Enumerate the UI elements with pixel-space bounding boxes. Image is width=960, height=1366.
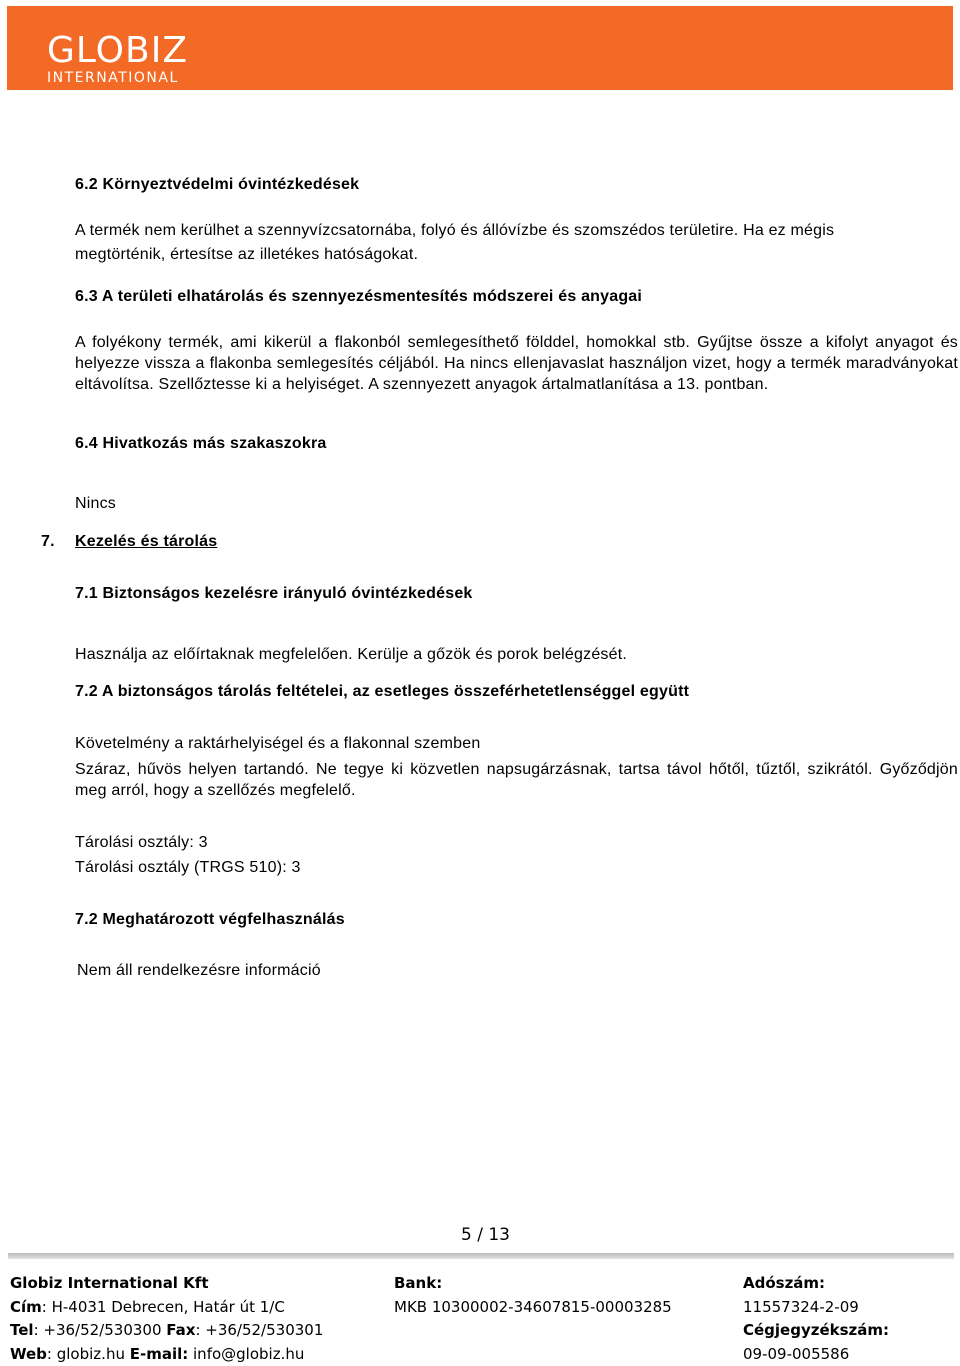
logo-sub-text: INTERNATIONAL (47, 71, 188, 85)
footer-tax-label: Adószám: (743, 1274, 825, 1292)
logo-main-text: GLOBIZ (47, 33, 188, 69)
section-6-2-heading: 6.2 Környeztvédelmi óvintézkedések (75, 175, 359, 194)
section-6-2-text-line1: A termék nem kerülhet a szennyvízcsatornába, folyó és állóvízbe és szomszédos területire. Ha ez mégis (75, 220, 834, 241)
footer-reg-label: Cégjegyzékszám: (743, 1321, 889, 1339)
section-7-2b-heading: 7.2 Meghatározott végfelhasználás (75, 910, 345, 929)
footer-web-label: Web (10, 1345, 47, 1363)
footer-web: : globiz.hu (47, 1345, 130, 1363)
section-7-1-heading: 7.1 Biztonságos kezelésre irányuló óvintézkedések (75, 584, 473, 603)
footer-divider (8, 1253, 954, 1259)
company-logo (47, 33, 188, 85)
section-6-4-text: Nincs (75, 493, 116, 514)
section-7-1-text: Használja az előírtaknak megfelelően. Kerülje a gőzök és porok belégzését. (75, 644, 627, 665)
footer-fax: : +36/52/530301 (195, 1321, 323, 1339)
section-7-2-heading: 7.2 A biztonságos tárolás feltételei, az esetleges összeférhetetlenséggel együtt (75, 682, 689, 701)
section-6-2-text-line2: megtörténik, értesítse az illetékes hatóságokat. (75, 244, 418, 265)
footer-contact (10, 1272, 323, 1366)
footer-address-label: Cím (10, 1298, 42, 1316)
footer-email: info@globiz.hu (188, 1345, 304, 1363)
footer-email-label: E-mail: (130, 1345, 189, 1363)
footer-reg-number: 09-09-005586 (743, 1343, 889, 1366)
footer-registry (743, 1272, 889, 1366)
page-number: 5 / 13 (461, 1225, 510, 1245)
section-6-3-heading: 6.3 A területi elhatárolás és szennyezésmentesítés módszerei és anyagai (75, 287, 642, 306)
footer-address: : H-4031 Debrecen, Határ út 1/C (42, 1298, 285, 1316)
storage-class-trgs: Tárolási osztály (TRGS 510): 3 (75, 857, 301, 878)
section-6-4-heading: 6.4 Hivatkozás más szakaszokra (75, 434, 326, 453)
section-7-number: 7. (41, 532, 55, 551)
storage-class: Tárolási osztály: 3 (75, 832, 208, 853)
footer-bank-label: Bank: (394, 1274, 442, 1292)
section-7-title: Kezelés és tárolás (75, 532, 217, 551)
section-6-3-paragraph: A folyékony termék, ami kikerül a flakonból semlegesíthető földdel, homokkal stb. Gyűjtse össze a kifolyt anyagot és helyezze vissza a flakonba semlegesítés céljából. Ha nincs ellenjavaslat használjon vizet, hogy a termék maradványokat eltávolítsa. Szellőztesse ki a helyiséget. A szennyezett anyagok ártalmatlanítása a 13. pontban. (75, 332, 958, 395)
footer-tax-number: 11557324-2-09 (743, 1296, 889, 1320)
footer-bank-account: MKB 10300002-34607815-00003285 (394, 1296, 672, 1320)
footer-tel: : +36/52/530300 (34, 1321, 167, 1339)
footer-bank (394, 1272, 672, 1319)
footer-company: Globiz International Kft (10, 1274, 209, 1292)
header-banner (7, 6, 953, 90)
section-7-2b-text: Nem áll rendelkezésre információ (77, 960, 321, 981)
footer-fax-label: Fax (166, 1321, 195, 1339)
section-7-2-storage-text: Száraz, hűvös helyen tartandó. Ne tegye ki közvetlen napsugárzásnak, tartsa távol hőtől, tűztől, szikrától. Győződjön meg arról, hogy a szellőzés megfelelő. (75, 759, 958, 801)
footer-tel-label: Tel (10, 1321, 34, 1339)
section-7-2-requirement: Követelmény a raktárhelyiségel és a flakonnal szemben (75, 733, 480, 754)
